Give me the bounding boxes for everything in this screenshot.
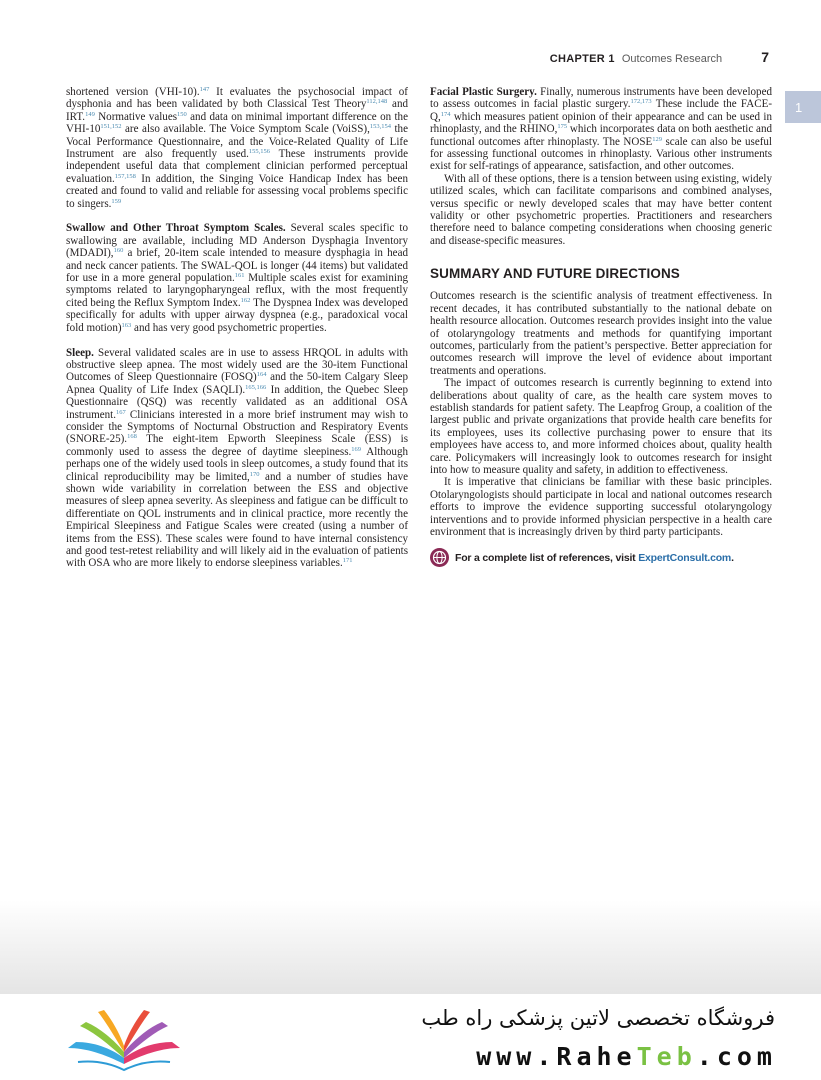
citation-ref[interactable]: 112,148 <box>366 98 388 106</box>
citation-ref[interactable]: 168 <box>127 433 137 441</box>
citation-ref[interactable]: 167 <box>116 408 126 416</box>
options-paragraph: With all of these options, there is a tension between using existing, widely utilized scales, which can facilitate comparisons and combined analyses, versus specific or newly developed scales that may have better content validity or other psychometric properties. Practitioners and researchers therefore need to balance competing considerations when choosing generic and disease-specific measures. <box>430 172 772 247</box>
references-text: For a complete list of references, visit ExpertConsult.com. <box>455 551 734 564</box>
citation-ref[interactable]: 165,166 <box>245 383 267 391</box>
left-column <box>66 86 408 570</box>
citation-ref[interactable]: 157,158 <box>114 172 136 180</box>
citation-ref[interactable]: 150 <box>177 110 187 118</box>
citation-ref[interactable]: 175 <box>557 123 568 131</box>
citation-ref[interactable]: 160 <box>113 247 124 255</box>
book-logo-icon <box>64 1002 184 1074</box>
chapter-thumb-tab: 1 <box>785 91 821 123</box>
section-label: Outcomes Research <box>621 53 723 65</box>
globe-icon <box>430 548 449 567</box>
swallow-heading: Swallow and Other Throat Symptom Scales. <box>66 222 286 235</box>
references-note <box>430 548 772 567</box>
citation-ref[interactable]: 129 <box>652 135 663 143</box>
citation-ref[interactable]: 162 <box>240 296 251 304</box>
citation-ref[interactable]: 164 <box>256 371 267 379</box>
citation-ref[interactable]: 170 <box>249 470 260 478</box>
citation-ref[interactable]: 169 <box>351 445 362 453</box>
citation-ref[interactable]: 147 <box>199 86 210 93</box>
citation-ref[interactable]: 149 <box>85 110 95 118</box>
citation-ref[interactable]: 155,156 <box>248 148 271 156</box>
citation-ref[interactable]: 151,152 <box>100 123 122 131</box>
citation-ref[interactable]: 161 <box>234 272 245 280</box>
right-column <box>430 86 772 567</box>
citation-ref[interactable]: 174 <box>440 110 451 118</box>
running-head <box>550 49 769 65</box>
page-bottom-shadow <box>0 900 821 1000</box>
swallow-paragraph: Swallow and Other Throat Symptom Scales. Several scales specific to swallowing are available, including MD Anderson Dysphagia Inventory (MDADI),$^{160}$ a brief, 20-item scale intended to measure dysphagia in head and neck cancer patients. The SWAL-QOL is longer (44 items) but validated for use in a more general population.$^{161}$ Multiple scales exist for examining symptoms related to laryngopharyngeal reflux, with the most frequently cited being the Reflux Symptom Index.$^{162}$ The Dyspnea Index was developed specifically for adults with upper airway dyspnea (e.g., paradoxical vocal fold motion)$^{163}$ and has very good psychometric properties. <box>66 222 408 334</box>
facial-plastic-paragraph: Facial Plastic Surgery. Finally, numerous instruments have been developed to assess outcomes in facial plastic surgery.$^{172,173}$ These include the FACE-Q,$^{174}$ which measures patient opinion of their appearance and can be used in rhinoplasty, and the RHINO,$^{175}$ which incorporates data on both aesthetic and functional outcomes after rhinoplasty. The NOSE$^{129}$ scale can also be useful for assessing functional outcomes in rhinoplasty. Various other instruments exist for self-ratings of appearance, satisfaction, and other outcomes. <box>430 86 772 173</box>
summary-heading: SUMMARY AND FUTURE DIRECTIONS <box>430 266 680 282</box>
expertconsult-link[interactable]: ExpertConsult.com <box>638 551 732 564</box>
facial-plastic-heading: Facial Plastic Surgery. <box>430 86 537 98</box>
watermark-footer <box>0 994 821 1080</box>
summary-paragraph-2: The impact of outcomes research is currently beginning to extend into deliberations about quality of care, as the health care system moves to establish standards for patient safety. The Leapfrog Group, a coalition of the largest public and private organizations that provide health care benefits for its employees, uses its collective purchasing power to ensure that its employees have access to, and more informed choices about, quality health care. Policymakers will increasingly look to outcomes research for insight into how to measure quality and safety, in addition to effectiveness. <box>430 377 772 476</box>
voice-paragraph: shortened version (VHI-10).$^{147}$ It evaluates the psychosocial impact of dysphonia and has been validated by both Classical Test Theory$^{112,148}$ and IRT.$^{149}$ Normative values$^{150}$ and data on minimal important difference on the VHI-10$^{151,152}$ are also available. The Voice Symptom Scale (VoiSS),$^{153,154}$ the Vocal Performance Questionnaire, and the Voice-Related Quality of Life Instrument are also frequently used.$^{155,156}$ These instruments provide independent useful data that complement clinician performed perceptual evaluation.$^{157,158}$ In addition, the Singing Voice Handicap Index has been created and found to valid and reliable for assessing vocal problems specific to singers.$^{159}$ <box>66 86 408 210</box>
shop-name: فروشگاه تخصصی لاتین پزشکی راه طب <box>421 1006 775 1030</box>
page-number: 7 <box>761 49 769 65</box>
sleep-paragraph: Sleep. Several validated scales are in use to assess HRQOL in adults with obstructive sleep apnea. The most widely used are the 30-item Functional Outcomes of Sleep Questionnaire (FOSQ)$^{164}$ and the 50-item Calgary Sleep Apnea Quality of Life Index (SAQLI).$^{165,166}$ In addition, the Quebec Sleep Questionnaire (QSQ) was recently validated as an additional OSA instrument.$^{167}$ Clinicians interested in a more brief instrument may wish to consider the Symptoms of Nocturnal Obstruction and Respiratory Events (SNORE-25).$^{168}$ The eight-item Epworth Sleepiness Scale (ESS) is commonly used to assess the degree of daytime sleepiness.$^{169}$ Although perhaps one of the widely used tools in sleep outcomes, a study found that its clinical reproducibility may be limited,$^{170}$ and a number of studies have shown wide variability in correlation between the ESS and objective measures of sleep apnea severity. As sleepiness and fatigue can be difficult to differentiate on QOL instruments and in clinical practice, more recently the Empirical Sleepiness and Fatigue Scales were created (using a number of items from the ESS). These scales were found to have internal consistency and good test-retest reliability and will likely aid in the evaluation of patients with OSA who are more likely to endorse sleepiness variables.$^{171}$ <box>66 346 408 570</box>
chapter-label: CHAPTER 1 <box>549 53 615 65</box>
shop-url: www.RaheTeb.com <box>476 1042 777 1071</box>
summary-paragraph-3: It is imperative that clinicians be familiar with these basic principles. Otolaryngologists should participate in local and national outcomes research efforts to improve the evidence supporting successful otolaryngology interventions and to provide informed physician perspective in a health care environment that is increasingly driven by third party participants. <box>430 476 772 538</box>
citation-ref[interactable]: 159 <box>111 197 122 205</box>
summary-paragraph-1: Outcomes research is the scientific analysis of treatment effectiveness. In recent decades, it has contributed substantially to the national debate on health resource allocation. Outcomes research provides insight into the value of otolaryngology treatments and methods for quantifying important outcomes, particularly from the patient’s perspective. Better appreciation for outcomes research will improve the level of evidence about important treatments and operations. <box>430 290 772 377</box>
citation-ref[interactable]: 172,173 <box>630 98 652 106</box>
citation-ref[interactable]: 153,154 <box>369 123 391 131</box>
citation-ref[interactable]: 171 <box>342 557 353 565</box>
sleep-heading: Sleep. <box>66 346 94 359</box>
citation-ref[interactable]: 163 <box>121 321 132 329</box>
